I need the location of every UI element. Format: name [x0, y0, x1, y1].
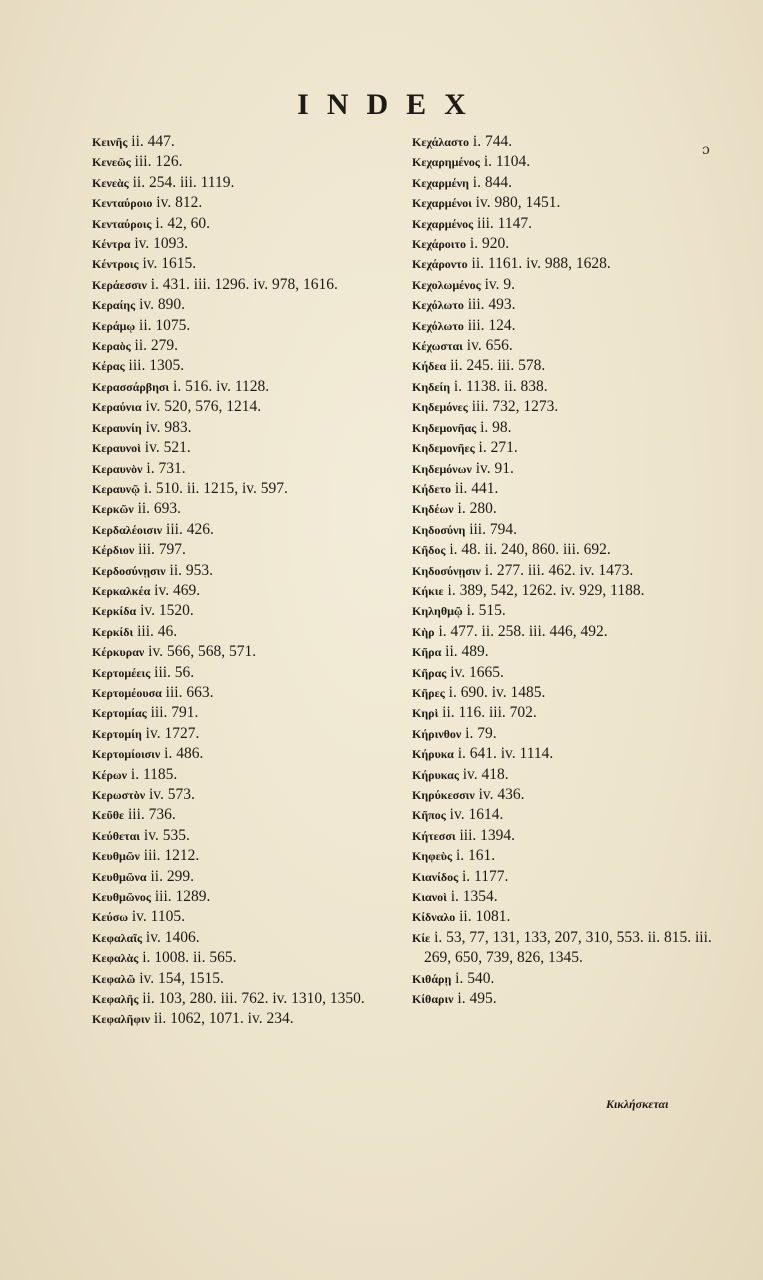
index-entry — [412, 561, 712, 581]
index-headword: Κερτομίοισιν — [92, 747, 161, 762]
index-entry — [412, 173, 712, 193]
index-reference: ii. 116. iii. 702. — [438, 704, 537, 722]
index-reference: ii. 1081. — [455, 908, 511, 926]
index-headword: Κεχόλωτο — [412, 318, 464, 333]
index-headword: Κέχωσται — [412, 339, 463, 354]
index-entry — [92, 785, 400, 805]
index-entry — [92, 846, 400, 866]
index-entry — [412, 581, 712, 601]
index-headword: Κηδείη — [412, 379, 451, 394]
index-headword: Κερκίδα — [92, 604, 137, 619]
index-headword: Κηδέων — [412, 502, 454, 517]
index-entry — [412, 397, 712, 417]
index-reference: i. 1354. — [446, 888, 498, 906]
index-entry — [412, 887, 712, 907]
index-entry — [412, 336, 712, 356]
index-headword: Κερτομέουσα — [92, 685, 162, 700]
index-reference: ii. 693. — [133, 500, 182, 518]
index-reference: iv. 1727. — [141, 724, 200, 742]
index-headword: Κηδεμόνες — [412, 400, 468, 415]
index-entry — [92, 683, 400, 703]
index-reference: i. 844. — [468, 173, 512, 191]
index-entry — [92, 377, 400, 397]
index-reference: iv. 535. — [140, 826, 190, 844]
index-headword: Κηρὶ — [412, 706, 439, 721]
index-headword: Κεχαρημένος — [412, 155, 480, 170]
index-reference: iv. 812. — [152, 194, 203, 212]
index-reference: i. 1008. ii. 565. — [138, 949, 237, 967]
index-entry — [412, 377, 712, 397]
index-headword: Κερασσάρβησι — [92, 379, 170, 394]
index-entry — [92, 275, 400, 295]
index-entry — [92, 336, 400, 356]
index-headword: Κήκιε — [412, 583, 444, 598]
index-headword: Κεραυνῷ — [92, 481, 140, 496]
index-headword: Κιανοὶ — [412, 890, 447, 905]
index-reference: iii. 124. — [463, 316, 516, 334]
index-headword: Κῆπος — [412, 808, 446, 823]
index-headword: Κεχόλωτο — [412, 298, 464, 313]
index-entry — [92, 765, 400, 785]
index-entry — [412, 846, 712, 866]
index-entry — [92, 1009, 400, 1029]
index-headword: Κηληθμῷ — [412, 604, 463, 619]
index-reference: i. 1138. ii. 838. — [450, 377, 548, 395]
index-reference: ii. 103, 280. iii. 762. iv. 1310, 1350. — [138, 990, 365, 1008]
index-entry — [412, 418, 712, 438]
index-entry — [412, 234, 712, 254]
index-entry — [92, 724, 400, 744]
index-reference: i. 161. — [452, 847, 496, 865]
index-reference: iii. 1147. — [473, 214, 532, 232]
index-reference: ii. 489. — [441, 643, 489, 661]
index-headword: Κερτομέεις — [92, 665, 151, 680]
index-headword: Κεφαλαῖς — [92, 930, 143, 945]
index-reference: iii. 493. — [463, 296, 516, 314]
index-headword: Κεράμῳ — [92, 318, 136, 333]
index-headword: Κεχάροιτο — [412, 237, 467, 252]
index-reference: iv. 436. — [474, 786, 525, 803]
index-reference: i. 516. iv. 1128. — [169, 377, 270, 395]
index-reference: iv. 573. — [145, 786, 195, 803]
index-headword: Κεχαρμένοι — [412, 196, 472, 211]
index-entry — [412, 785, 712, 805]
index-entry — [412, 275, 712, 295]
index-headword: Κιανίδος — [412, 869, 459, 884]
index-reference: i. 495. — [453, 990, 497, 1008]
index-headword: Κήτεσσι — [412, 828, 456, 843]
index-headword: Κῆρα — [412, 645, 442, 660]
index-entry — [412, 663, 712, 683]
index-reference: i. 540. — [451, 969, 495, 987]
index-headword: Κὴρ — [412, 624, 435, 639]
index-reference: iii. 426. — [162, 520, 214, 538]
index-headword: Κενταύροις — [92, 216, 152, 231]
index-reference: ii. 299. — [146, 867, 194, 885]
index-entry — [412, 499, 712, 519]
index-headword: Κεράεσσιν — [92, 277, 147, 292]
index-reference: i. 389, 542, 1262. iv. 929, 1188. — [443, 581, 645, 599]
index-reference: iii. 56. — [150, 663, 195, 681]
index-entry — [412, 826, 712, 846]
index-entry — [412, 642, 712, 662]
index-reference: iv. 91. — [471, 459, 514, 477]
index-entry — [412, 295, 712, 315]
index-headword: Κεφαλῆφιν — [92, 1012, 150, 1027]
index-headword: Κεύσω — [92, 910, 128, 925]
index-entry — [412, 744, 712, 764]
index-entry — [412, 928, 712, 969]
index-entry — [92, 214, 400, 234]
index-reference: i. 98. — [476, 418, 512, 436]
index-reference: i. 271. — [474, 439, 518, 457]
index-headword: Κεῦθε — [92, 808, 125, 823]
index-reference: i. 690. iv. 1485. — [444, 683, 546, 701]
index-headword: Κερκίδι — [92, 624, 134, 639]
index-reference: iii. 794. — [465, 520, 517, 538]
index-column-right — [412, 132, 712, 1009]
index-entry — [92, 703, 400, 723]
index-headword: Κηδεμόνων — [412, 461, 472, 476]
index-entry — [412, 703, 712, 723]
index-headword: Κῆρες — [412, 685, 445, 700]
index-reference: iv. 1406. — [142, 928, 200, 946]
index-entry — [92, 581, 400, 601]
index-reference: ii. 441. — [451, 479, 499, 497]
index-reference: iv. 1520. — [136, 602, 194, 620]
index-reference: i. 920. — [466, 235, 510, 253]
index-reference: ii. 1062, 1071. iv. 234. — [149, 1010, 294, 1028]
index-entry — [92, 499, 400, 519]
index-entry — [412, 724, 712, 744]
index-headword: Κηδοσύνῃσιν — [412, 563, 481, 578]
index-reference: i. 42, 60. — [151, 214, 211, 232]
index-reference: i. 510. ii. 1215, iv. 597. — [139, 479, 288, 497]
index-entry — [92, 826, 400, 846]
index-headword: Κευθμῶν — [92, 849, 140, 864]
index-reference: iv. 521. — [140, 439, 191, 457]
index-entry — [92, 356, 400, 376]
index-reference: iv. 983. — [141, 418, 192, 436]
index-entry — [412, 254, 712, 274]
index-entry — [92, 520, 400, 540]
index-headword: Κερκαλκέα — [92, 583, 151, 598]
index-reference: ii. 254. iii. 1119. — [128, 173, 235, 191]
index-reference: iv. 1615. — [138, 255, 197, 273]
index-reference: iv. 520, 576, 1214. — [141, 398, 262, 416]
index-reference: i. 731. — [142, 459, 186, 477]
index-entry — [92, 193, 400, 213]
index-entry — [92, 459, 400, 479]
index-headword: Κεχαρμένη — [412, 175, 469, 190]
index-entry — [92, 438, 400, 458]
index-headword: Κίε — [412, 930, 431, 945]
index-entry — [92, 601, 400, 621]
index-entry — [412, 683, 712, 703]
index-entry — [412, 479, 712, 499]
index-headword: Κεραύνια — [92, 400, 142, 415]
index-entry — [412, 152, 712, 172]
index-headword: Κεχάλαστο — [412, 135, 470, 149]
index-reference: i. 1104. — [479, 153, 531, 171]
index-reference: iv. 418. — [458, 765, 509, 783]
index-headword: Κῆδος — [412, 543, 446, 558]
index-reference: ii. 279. — [130, 337, 179, 355]
index-reference: i. 1177. — [458, 867, 509, 885]
index-reference: iv. 566, 568, 571. — [144, 643, 257, 661]
index-entry — [412, 622, 712, 642]
index-entry — [92, 397, 400, 417]
index-headword: Κηδεμονῆες — [412, 441, 475, 456]
index-headword: Κέρδιον — [92, 543, 135, 558]
index-reference: iii. 1394. — [455, 826, 516, 844]
index-headword: Κεραυνὸν — [92, 461, 143, 476]
index-headword: Κενταύροιο — [92, 196, 153, 211]
index-headword: Κιθάρῃ — [412, 971, 452, 986]
index-reference: i. 431. iii. 1296. iv. 978, 1616. — [146, 275, 338, 293]
index-reference: i. 641. iv. 1114. — [453, 745, 554, 763]
index-headword: Κεραυνίη — [92, 420, 142, 435]
index-headword: Κενεῶς — [92, 155, 131, 170]
catchword: Κικλήσκεται — [606, 1097, 669, 1111]
index-headword: Κερτομίας — [92, 706, 147, 721]
index-headword: Κεινῆς — [92, 135, 128, 149]
index-entry — [412, 969, 712, 989]
index-headword: Κήδετο — [412, 481, 452, 496]
index-entry — [412, 601, 712, 621]
index-entry — [92, 254, 400, 274]
index-reference: i. 53, 77, 131, 133, 207, 310, 553. ii. 815. iii. 269, 650, 739, 826, 1345. — [424, 928, 712, 967]
index-headword: Κηδεμονῆας — [412, 420, 477, 435]
index-headword: Κεραυνοὶ — [92, 441, 141, 456]
index-reference: ii. 1161. iv. 988, 1628. — [467, 255, 611, 273]
index-headword: Κήρινθον — [412, 726, 462, 741]
index-reference: i. 1185. — [127, 765, 178, 783]
index-entry — [92, 622, 400, 642]
index-headword: Κηδοσύνη — [412, 522, 466, 537]
index-entry — [412, 193, 712, 213]
index-entry — [412, 867, 712, 887]
index-headword: Κερτομίη — [92, 726, 142, 741]
index-headword: Κίθαριν — [412, 992, 454, 1007]
index-reference: iv. 656. — [462, 337, 513, 355]
index-headword: Κερκῶν — [92, 502, 134, 517]
index-headword: Κεχαρμένος — [412, 216, 474, 231]
index-headword: Κέρων — [92, 767, 128, 782]
index-entry — [92, 989, 400, 1009]
index-headword: Κενεὰς — [92, 175, 129, 190]
index-entry — [92, 479, 400, 499]
index-headword: Κερδαλέοισιν — [92, 522, 163, 537]
index-reference: i. 79. — [461, 724, 497, 742]
index-reference: iv. 9. — [480, 275, 515, 293]
index-entry — [92, 642, 400, 662]
index-headword: Κεραίης — [92, 298, 136, 313]
index-headword: Κεχολωμένος — [412, 277, 481, 292]
index-headword: Κίδναλο — [412, 910, 456, 925]
index-reference: iv. 1105. — [128, 908, 185, 926]
index-reference: ii. 245. iii. 578. — [446, 357, 546, 375]
index-entry — [412, 132, 712, 152]
index-reference: iv. 1093. — [130, 235, 189, 253]
index-entry — [412, 805, 712, 825]
index-reference: iv. 469. — [150, 581, 201, 599]
index-headword: Κευθμῶνος — [92, 890, 151, 905]
index-entry — [92, 152, 400, 172]
index-reference: ii. 953. — [165, 561, 214, 579]
index-entry — [412, 356, 712, 376]
index-reference: iii. 732, 1273. — [467, 398, 559, 416]
index-headword: Κεύθεται — [92, 828, 141, 843]
index-headword: Κεραὸς — [92, 339, 131, 354]
index-entry — [92, 295, 400, 315]
index-entry — [412, 520, 712, 540]
index-entry — [92, 561, 400, 581]
index-entry — [412, 316, 712, 336]
index-headword: Κεφαλῆς — [92, 992, 139, 1007]
page-title: INDEX — [297, 88, 484, 121]
index-reference: iii. 126. — [130, 153, 183, 171]
index-entry — [92, 744, 400, 764]
index-reference: i. 744. — [469, 133, 513, 150]
index-entry — [412, 765, 712, 785]
index-entry — [92, 969, 400, 989]
index-entry — [92, 173, 400, 193]
index-headword: Κήρυκα — [412, 747, 454, 762]
index-entry — [412, 907, 712, 927]
index-reference: iii. 1212. — [139, 847, 200, 865]
index-reference: iii. 46. — [133, 622, 178, 640]
index-reference: iii. 791. — [146, 704, 199, 722]
index-column-left — [92, 132, 400, 1030]
index-reference: iii. 736. — [124, 806, 176, 824]
index-entry — [412, 540, 712, 560]
index-headword: Κήρυκας — [412, 767, 459, 782]
index-headword: Κέρας — [92, 359, 125, 374]
index-headword: Κέντροις — [92, 257, 139, 272]
index-reference: i. 477. ii. 258. iii. 446, 492. — [434, 622, 608, 640]
index-reference: i. 277. iii. 462. iv. 1473. — [480, 561, 634, 579]
index-reference: iii. 797. — [134, 541, 186, 559]
index-entry — [92, 928, 400, 948]
index-entry — [92, 418, 400, 438]
index-entry — [92, 805, 400, 825]
index-entry — [412, 459, 712, 479]
index-headword: Κῆρας — [412, 665, 447, 680]
index-headword: Κήδεα — [412, 359, 447, 374]
index-headword: Κερδοσύνῃσιν — [92, 563, 166, 578]
index-reference: ii. 1075. — [135, 316, 191, 334]
index-entry — [92, 867, 400, 887]
index-reference: iii. 663. — [161, 683, 214, 701]
index-entry — [412, 989, 712, 1009]
index-entry — [92, 316, 400, 336]
index-reference: iii. 1289. — [150, 888, 211, 906]
index-reference: iv. 890. — [135, 296, 185, 314]
index-entry — [92, 234, 400, 254]
index-headword: Κεχάροντο — [412, 257, 468, 272]
index-entry — [412, 214, 712, 234]
index-entry — [92, 540, 400, 560]
index-headword: Κεφαλῶ — [92, 971, 136, 986]
index-entry — [92, 887, 400, 907]
index-reference: i. 515. — [462, 602, 506, 620]
index-reference: i. 280. — [453, 500, 497, 518]
index-headword: Κερωστὸν — [92, 788, 146, 802]
index-headword: Κευθμῶνα — [92, 869, 147, 884]
index-reference: ii. 447. — [127, 133, 175, 150]
index-entry — [92, 907, 400, 927]
index-headword: Κηρύκεσσιν — [412, 788, 475, 802]
index-entry — [92, 948, 400, 968]
index-reference: i. 486. — [160, 745, 204, 763]
index-headword: Κέρκυραν — [92, 645, 145, 660]
index-headword: Κεφαλὰς — [92, 951, 139, 966]
index-entry — [412, 438, 712, 458]
index-headword: Κηφεὺς — [412, 849, 453, 864]
index-entry — [92, 663, 400, 683]
index-reference: i. 48. ii. 240, 860. iii. 692. — [445, 541, 611, 559]
index-reference: iv. 1614. — [445, 806, 504, 824]
index-headword: Κέντρα — [92, 237, 131, 252]
index-reference: iv. 980, 1451. — [471, 194, 561, 212]
index-reference: iv. 154, 1515. — [135, 969, 224, 987]
index-entry — [92, 132, 400, 152]
margin-mark: ɔ — [702, 142, 710, 158]
index-reference: iii. 1305. — [124, 357, 185, 375]
index-reference: iv. 1665. — [446, 663, 504, 681]
